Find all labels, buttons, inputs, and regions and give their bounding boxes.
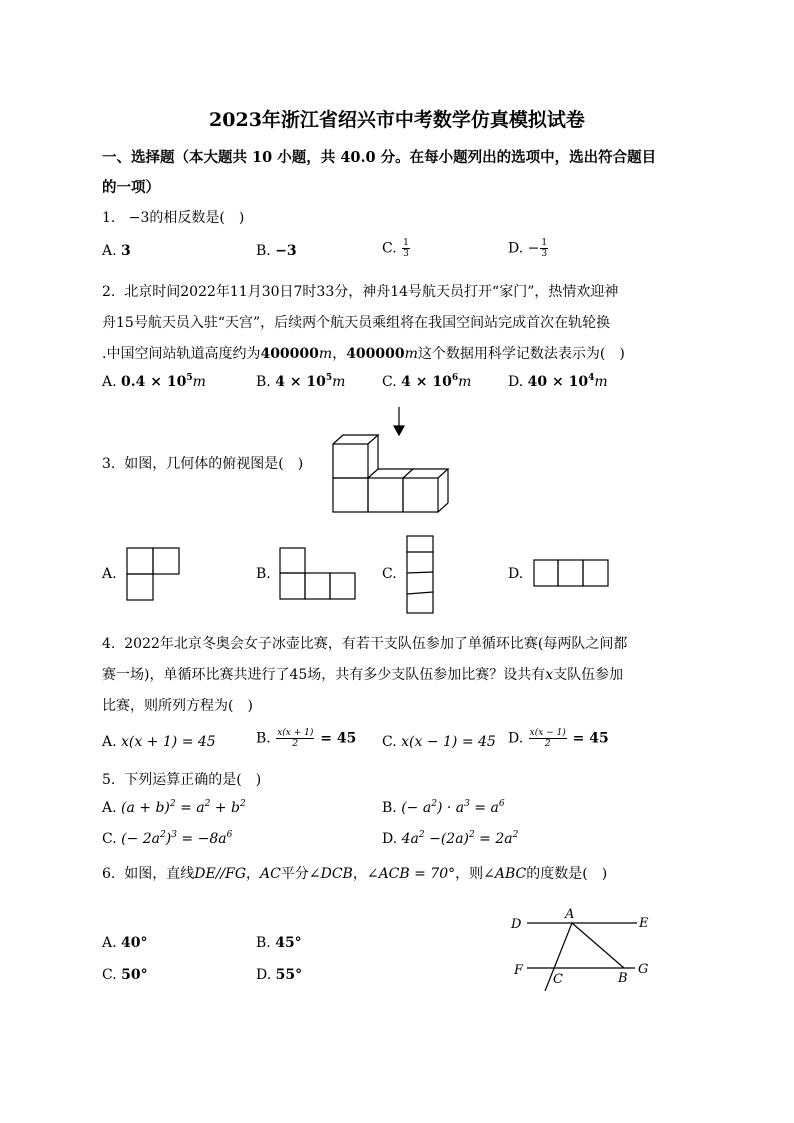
question-4-line1: 4. 2022年北京冬奥会女子冰壶比赛，有若干支队伍参加了单循环比赛(每两队之间都 [102, 636, 628, 652]
q6-option-a: A. 40° [102, 935, 148, 951]
down-arrow-icon [394, 407, 404, 435]
q1-option-a: A. 3 [102, 243, 131, 259]
q3-option-d-figure [534, 560, 610, 590]
svg-text:E: E [639, 916, 649, 931]
question-4-line3: 比赛，则所列方程为( ) [102, 698, 253, 714]
q6-geometry-figure [505, 905, 655, 995]
q4-option-b: B. $\frac{x(x + 1)}{2}$ = 45 [256, 728, 357, 749]
fraction: $\frac{1}{3}$ [541, 238, 548, 259]
q3-option-a-letter: A. [102, 566, 117, 582]
fraction: $\frac{x(x - 1)}{2}$ [529, 728, 566, 749]
q3-solid-figure [330, 405, 450, 515]
q1-option-c: C. $\frac{1}{3}$ [382, 238, 409, 259]
q5-option-b: B. (− $a^2) \cdot a^3 = a^6$ [382, 799, 505, 816]
q4-option-c: C. x(x − 1) = 45 [382, 734, 496, 750]
svg-text:D: D [511, 917, 522, 932]
q3-option-b-figure [280, 548, 358, 602]
q6-option-b: B. 45° [256, 935, 302, 951]
fraction: $\frac{1}{3}$ [403, 238, 409, 259]
q5-option-d: D. $4a^2 -(2a)^2 = 2a^2$ [382, 830, 519, 847]
svg-text:F: F [514, 963, 524, 978]
section-heading-line1: 一、选择题（本大题共 10 小题，共 40.0 分。在每小题列出的选项中，选出符合题目 [102, 149, 657, 166]
svg-text:G: G [638, 962, 649, 977]
q3-option-a-figure [127, 548, 181, 602]
q6-option-c: C. 50° [102, 967, 148, 983]
q2-option-d: D. $40 \times 10^4m$ [508, 373, 608, 390]
question-2-line2: 舟15号航天员入驻“天宫”，后续两个航天员乘组将在我国空间站完成首次在轨轮换 [102, 315, 611, 331]
q2-option-c: C. $4 \times 10^6m$ [382, 373, 472, 390]
q4-option-d: D. $\frac{x(x - 1)}{2}$ = 45 [508, 728, 609, 749]
svg-text:C: C [553, 972, 563, 987]
section-heading-line2: 的一项） [102, 179, 160, 196]
q3-option-c-figure [406, 536, 436, 616]
question-2-line1: 2. 北京时间2022年11月30日7时33分，神舟14号航天员打开“家门”，热情欢迎神 [102, 284, 619, 300]
q3-option-c-letter: C. [382, 566, 397, 582]
question-6: 6. 如图，直线DE//FG，AC平分∠DCB，∠ACB = 70°，则∠ABC的度数是( ) [102, 866, 608, 882]
q6-option-d: D. 55° [256, 967, 303, 983]
question-2-line3: .中国空间站轨道高度约为400000m，400000m这个数据用科学记数法表示为( ) [102, 346, 625, 362]
q5-option-a: A. $(a + b)^2 = a^2 + b^2$ [102, 799, 246, 816]
q3-option-b-letter: B. [256, 566, 271, 582]
question-3: 3. 如图，几何体的俯视图是( ) [102, 456, 304, 472]
svg-text:B: B [618, 971, 628, 986]
q1-option-b: B. −3 [256, 243, 297, 259]
question-5: 5. 下列运算正确的是( ) [102, 772, 262, 788]
q2-option-b: B. $4 \times 10^5m$ [256, 373, 346, 390]
svg-text:A: A [565, 907, 575, 922]
q2-option-a: A. $0.4 \times 10^5m$ [102, 373, 206, 390]
question-text: −3的相反数是( ) [128, 210, 245, 226]
question-number: 1. [102, 210, 116, 226]
page-title: 2023年浙江省绍兴市中考数学仿真模拟试卷 [209, 109, 585, 131]
q5-option-c: C. (− $2a^2)^3 = -8a^6$ [102, 830, 233, 847]
question-1 [102, 207, 244, 227]
q3-option-d-letter: D. [508, 566, 524, 582]
fraction: $\frac{x(x + 1)}{2}$ [277, 728, 314, 749]
q1-option-d: D. − $\frac{1}{3}$ [508, 238, 548, 259]
q4-option-a: A. x(x + 1) = 45 [102, 734, 216, 750]
question-4-line2: 赛一场)，单循环比赛共进行了45场，共有多少支队伍参加比赛？设共有x支队伍参加 [102, 667, 624, 683]
